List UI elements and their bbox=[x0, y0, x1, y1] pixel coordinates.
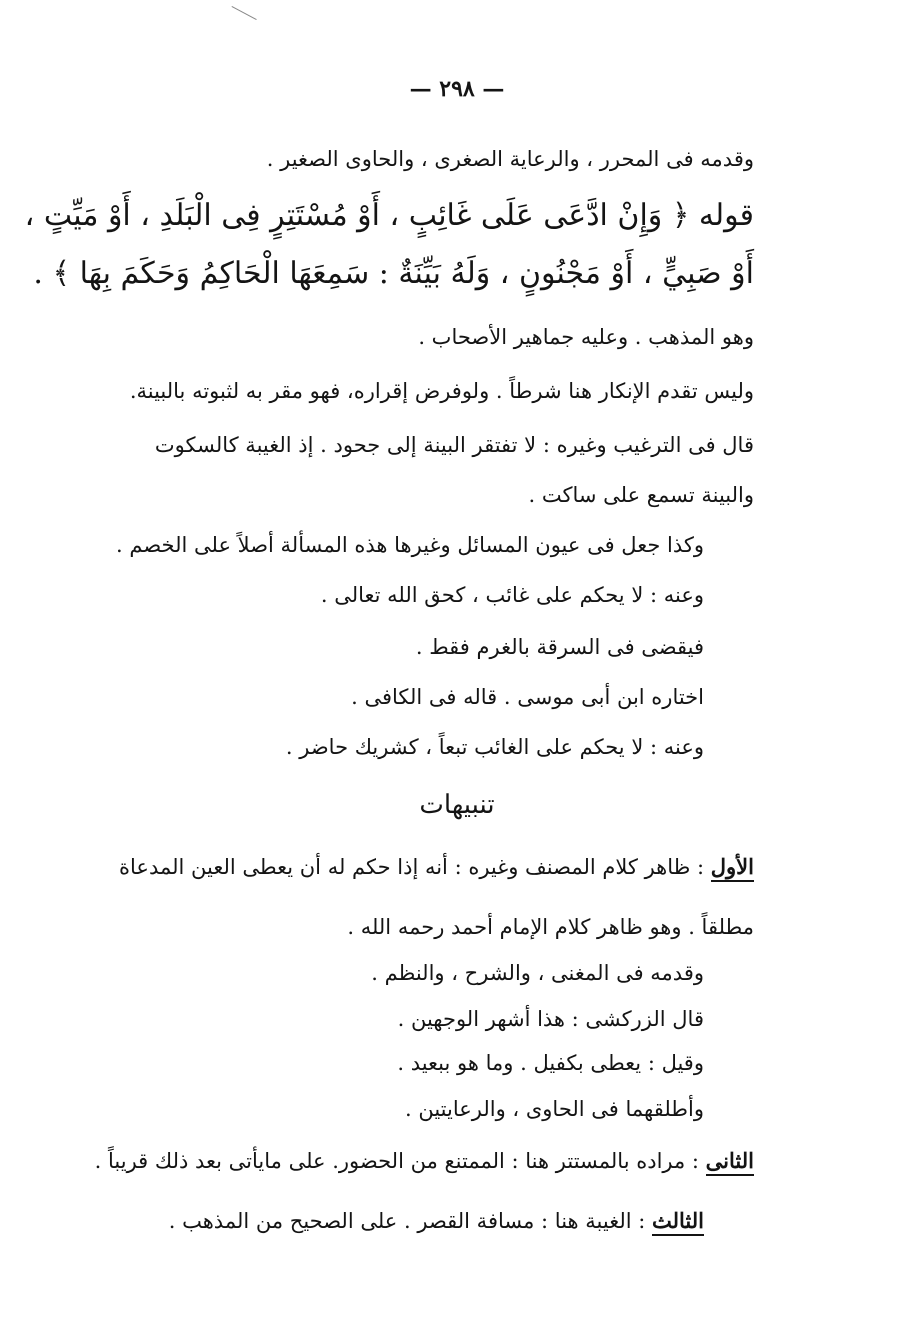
note-second bbox=[95, 1146, 754, 1176]
note-label: الثالث bbox=[652, 1208, 704, 1236]
text-line: قال فى الترغيب وغيره : لا تفتقر البينة إلى جحود . إذ الغيبة كالسكوت bbox=[154, 433, 754, 457]
scan-mark bbox=[223, 6, 257, 36]
text-line: فيقضى فى السرقة بالغرم فقط . bbox=[415, 635, 704, 659]
verse-line: قوله ﴿ وَإِنْ ادَّعَى عَلَى غَائِبٍ ، أَوْ مُسْتَتِرٍ فِى الْبَلَدِ ، أَوْ مَيِّتٍ ، bbox=[24, 198, 754, 233]
note-text: : ظاهر كلام المصنف وغيره : أنه إذا حكم له أن يعطى العين المدعاة bbox=[119, 855, 711, 879]
text-line: وهو المذهب . وعليه جماهير الأصحاب . bbox=[418, 325, 754, 349]
text-line: قال الزركشى : هذا أشهر الوجهين . bbox=[397, 1007, 704, 1031]
text-line: وليس تقدم الإنكار هنا شرطاً . ولوفرض إقراره، فهو مقر به لثبوته بالبينة. bbox=[129, 379, 754, 403]
note-first bbox=[119, 852, 754, 882]
text-line: وأطلقهما فى الحاوى ، والرعايتين . bbox=[404, 1097, 704, 1121]
text-line: وقيل : يعطى بكفيل . وما هو ببعيد . bbox=[397, 1051, 704, 1075]
note-third bbox=[169, 1206, 704, 1236]
section-heading: تنبيهات bbox=[419, 790, 495, 820]
text-line: اختاره ابن أبى موسى . قاله فى الكافى . bbox=[351, 685, 704, 709]
text-line: وعنه : لا يحكم على الغائب تبعاً ، كشريك حاضر . bbox=[285, 735, 704, 759]
text-line: وقدمه فى المحرر ، والرعاية الصغرى ، والحاوى الصغير . bbox=[266, 147, 754, 171]
note-text: : مراده بالمستتر هنا : الممتنع من الحضور. على مايأتى بعد ذلك قريباً . bbox=[94, 1149, 706, 1173]
text-line: مطلقاً . وهو ظاهر كلام الإمام أحمد رحمه الله . bbox=[347, 915, 754, 939]
note-label: الثانى bbox=[706, 1148, 754, 1176]
text-line: وكذا جعل فى عيون المسائل وغيرها هذه المسألة أصلاً على الخصم . bbox=[116, 533, 704, 557]
verse-line: أَوْ صَبِيٍّ ، أَوْ مَجْنُونٍ ، وَلَهُ بَيِّنَةٌ : سَمِعَهَا الْحَاكِمُ وَحَكَمَ بِهَا ﴾ . bbox=[33, 256, 754, 291]
text-line: وقدمه فى المغنى ، والشرح ، والنظم . bbox=[371, 961, 704, 985]
text-line: وعنه : لا يحكم على غائب ، كحق الله تعالى . bbox=[320, 583, 704, 607]
note-label: الأول bbox=[711, 854, 754, 882]
page-number: — ٢٩٨ — bbox=[409, 76, 505, 102]
text-line: والبينة تسمع على ساكت . bbox=[528, 483, 754, 507]
note-text: : الغيبة هنا : مسافة القصر . على الصحيح من المذهب . bbox=[168, 1209, 652, 1233]
